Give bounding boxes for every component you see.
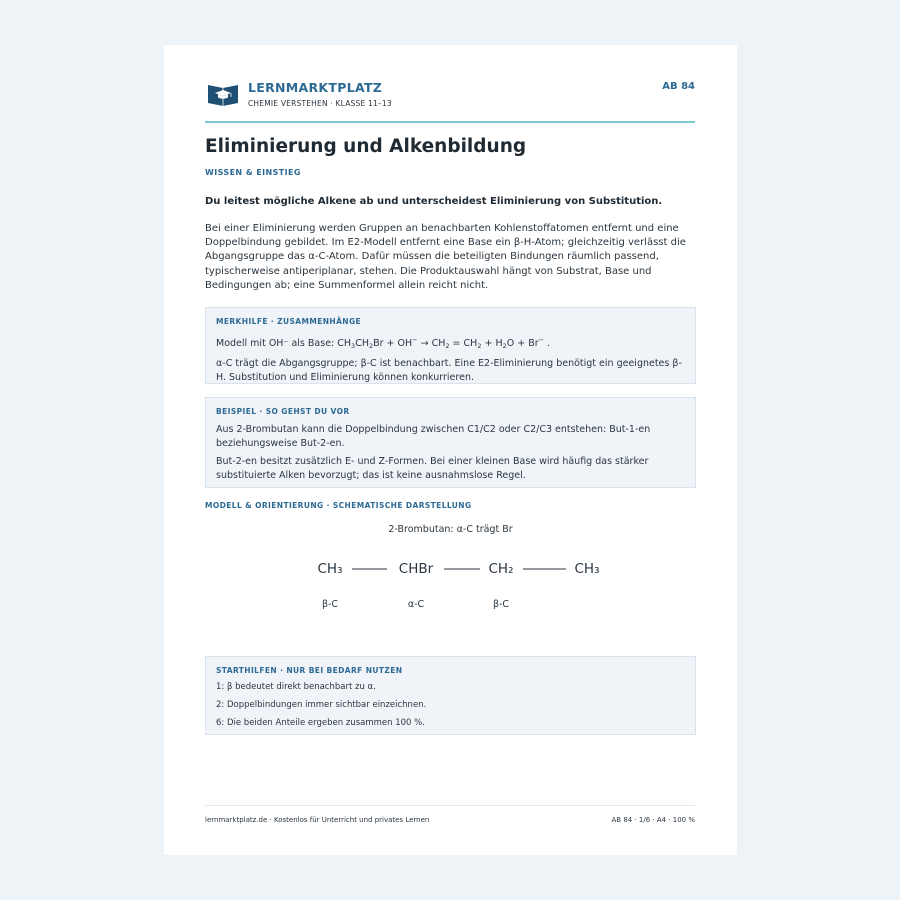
role-beta-left: β-C	[321, 599, 339, 610]
beispiel-text-1: Aus 2-Brombutan kann die Doppelbindung zwischen C1/C2 oder C2/C3 entstehen: But-1-en beziehungsweise But-2-en.	[216, 424, 651, 449]
starthilfen-box	[205, 656, 696, 735]
brand-subtitle: CHEMIE VERSTEHEN · KLASSE 11–13	[248, 99, 392, 108]
merkhilfe-box	[205, 307, 696, 384]
learning-goal: Du leitest mögliche Alkene ab und unterscheidest Eliminierung von Substitution.	[205, 196, 663, 207]
atom-ch2: CH₂	[488, 561, 514, 577]
role-beta-right: β-C	[492, 599, 510, 610]
hint-item: 1: β bedeutet direkt benachbart zu α.	[216, 682, 376, 692]
structure-diagram	[205, 515, 696, 645]
diagram-caption: 2-Brombutan: α-C trägt Br	[388, 524, 513, 535]
merkhilfe-text: α-C trägt die Abgangsgruppe; β-C ist benachbart. Eine E2-Eliminierung benötigt ein geeignetes β-H. Substitution und Eliminierung können konkurrieren.	[216, 358, 682, 383]
reaction-equation: $CH_3CH_2Br + OH^- \to CH_2 = CH_2 + H_2O + Br^-$ .	[337, 336, 551, 350]
brand-name: LERNMARKTPLATZ	[248, 80, 383, 95]
page-footer	[205, 805, 695, 824]
equation-prefix: Modell mit OH⁻ als Base:	[216, 338, 338, 349]
section-kicker: WISSEN & EINSTIEG	[205, 168, 301, 177]
merkhilfe-equation-line	[216, 333, 685, 353]
atom-ch3-right: CH₃	[574, 561, 600, 577]
hint-item: 2: Doppelbindungen immer sichtbar einzeichnen.	[216, 700, 427, 710]
beispiel-heading: BEISPIEL · SO GEHST DU VOR	[216, 407, 350, 416]
sheet-number: AB 84	[662, 81, 695, 92]
starthilfen-heading: STARTHILFEN · NUR BEI BEDARF NUTZEN	[216, 666, 403, 675]
atom-chbr: CHBr	[398, 561, 434, 577]
hint-item: 6: Die beiden Anteile ergeben zusammen 100 %.	[216, 718, 425, 728]
merkhilfe-heading: MERKHILFE · ZUSAMMENHÄNGE	[216, 317, 362, 326]
page-title: Eliminierung und Alkenbildung	[205, 136, 527, 157]
beispiel-text-2: But-2-en besitzt zusätzlich E- und Z-Formen. Bei einer kleinen Base wird häufig das stärker substituierte Alken bevorzugt; das ist keine ausnahmslose Regel.	[216, 456, 649, 481]
modell-heading: MODELL & ORIENTIERUNG · SCHEMATISCHE DARSTELLUNG	[205, 501, 472, 510]
beispiel-box	[205, 397, 696, 488]
atom-ch3-left: CH₃	[317, 561, 343, 577]
worksheet-page	[164, 45, 737, 855]
graduation-book-icon	[207, 81, 239, 107]
footer-right: AB 84 · 1/6 · A4 · 100 %	[611, 816, 695, 824]
page-header	[205, 79, 695, 123]
intro-paragraph: Bei einer Eliminierung werden Gruppen an benachbarten Kohlenstoffatomen entfernt und eine Doppelbindung gebildet. Im E2-Modell entfernt eine Base ein β-H-Atom; gleichzeitig verlässt die Abgangsgruppe das α-C-Atom. Dafür müssen die beteiligten Bindungen räumlich passend, typischerweise antiperiplanar, stehen. Die Produktauswahl hängt von Substrat, Base und Bedingungen ab; eine Summenformel allein reicht nicht.	[205, 223, 686, 291]
footer-left: lernmarktplatz.de · Kostenlos für Unterricht und privates Lernen	[205, 816, 430, 824]
role-alpha: α-C	[407, 599, 425, 610]
